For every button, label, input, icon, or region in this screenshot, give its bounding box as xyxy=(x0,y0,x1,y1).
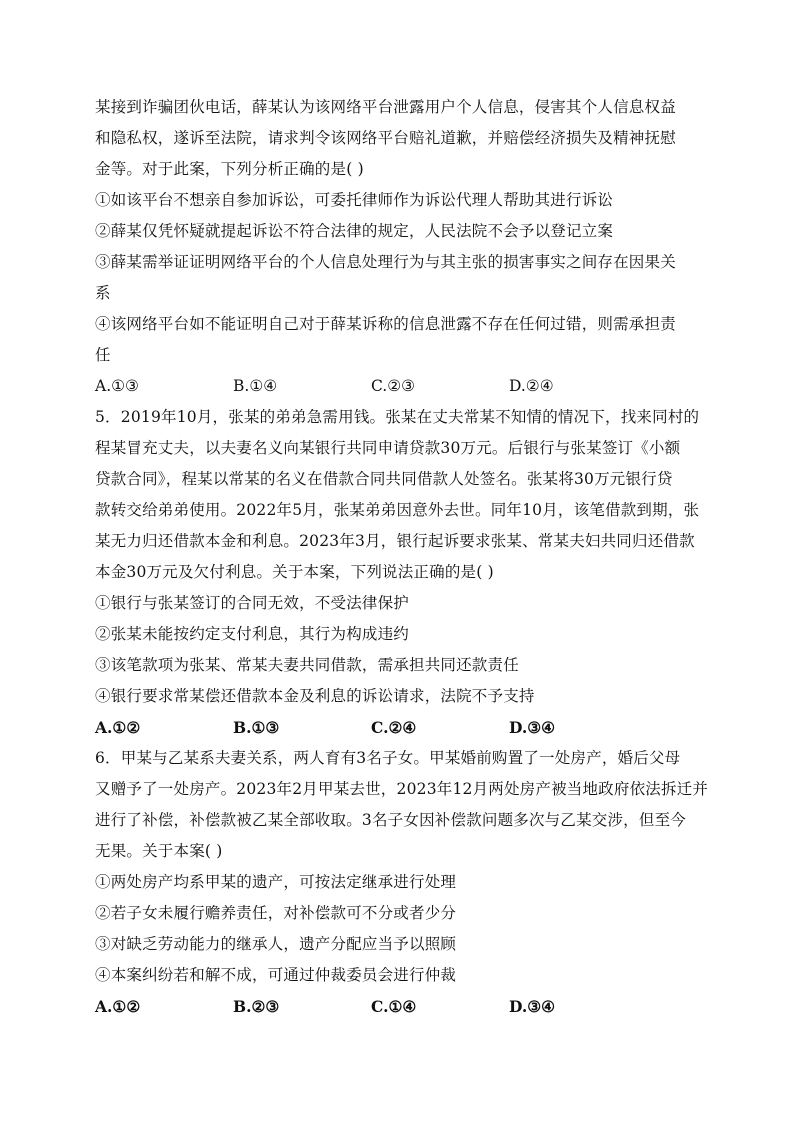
q6-text-line: 又赠予了一处房产。2023年2月甲某去世，2023年12月两处房产被当地政府依法拆迁并 xyxy=(95,780,709,798)
q5-text-line: 5．2019年10月，张某的弟弟急需用钱。张某在丈夫常某不知情的情况下，找来同村的 xyxy=(95,408,700,426)
q4-statement-4: ④该网络平台如不能证明自己对于薛某诉称的信息泄露不存在任何过错，则需承担责 xyxy=(95,315,676,333)
q4-statement-2: ②薛某仅凭怀疑就提起诉讼不符合法律的规定，人民法院不会予以登记立案 xyxy=(95,222,614,240)
q4-option-a[interactable]: A.①③ xyxy=(95,377,139,395)
question-4-block xyxy=(95,92,700,402)
q5-option-b[interactable]: B.①③ xyxy=(233,718,280,737)
q5-option-a[interactable]: A.①② xyxy=(95,718,141,737)
q5-statement-4: ④银行要求常某偿还借款本金及利息的诉讼请求，法院不予支持 xyxy=(95,687,535,705)
q5-statement-1: ①银行与张某签订的合同无效，不受法律保护 xyxy=(95,594,410,612)
q6-option-a[interactable]: A.①② xyxy=(95,997,141,1016)
q4-statement-1: ①如该平台不想亲自参加诉讼，可委托律师作为诉讼代理人帮助其进行诉讼 xyxy=(95,191,614,209)
q6-text-line: 进行了补偿，补偿款被乙某全部收取。3名子女因补偿款问题多次与乙某交涉，但至今 xyxy=(95,811,686,829)
q6-statement-3: ③对缺乏劳动能力的继承人，遗产分配应当予以照顾 xyxy=(95,935,457,953)
q5-option-d[interactable]: D.③④ xyxy=(509,718,556,737)
q6-statement-1: ①两处房产均系甲某的遗产，可按法定继承进行处理 xyxy=(95,873,457,891)
q4-statement-3-cont: 系 xyxy=(95,284,111,302)
q5-text-line: 款转交给弟弟使用。2022年5月，张某弟弟因意外去世。同年10月，该笔借款到期，张 xyxy=(95,501,700,519)
q6-option-d[interactable]: D.③④ xyxy=(509,997,556,1016)
q5-text-line: 某无力归还借款本金和利息。2023年3月，银行起诉要求张某、常某夫妇共同归还借款 xyxy=(95,532,695,550)
q6-option-b[interactable]: B.②③ xyxy=(233,997,280,1016)
question-6-block xyxy=(95,743,709,1022)
q5-option-c[interactable]: C.②④ xyxy=(371,718,417,737)
q6-text-line: 6．甲某与乙某系夫妻关系，两人育有3名子女。甲某婚前购置了一处房产，婚后父母 xyxy=(95,749,681,767)
q4-text-line: 金等。对于此案，下列分析正确的是( ) xyxy=(95,160,364,178)
q5-text-line: 程某冒充丈夫，以夫妻名义向某银行共同申请贷款30万元。后银行与张某签订《小额 xyxy=(95,439,681,457)
q4-text-line: 和隐私权，遂诉至法院，请求判令该网络平台赔礼道歉，并赔偿经济损失及精神抚慰 xyxy=(95,129,676,147)
q6-statement-4: ④本案纠纷若和解不成，可通过仲裁委员会进行仲裁 xyxy=(95,966,457,984)
q4-statement-3: ③薛某需举证证明网络平台的个人信息处理行为与其主张的损害事实之间存在因果关 xyxy=(95,253,676,271)
q4-text-line: 某接到诈骗团伙电话，薛某认为该网络平台泄露用户个人信息，侵害其个人信息权益 xyxy=(95,98,676,116)
q4-statement-4-cont: 任 xyxy=(95,346,111,364)
q5-text-line: 贷款合同》，程某以常某的名义在借款合同共同借款人处签名。张某将30万元银行贷 xyxy=(95,470,673,488)
exam-page xyxy=(95,92,709,1022)
q6-text-line: 无果。关于本案( ) xyxy=(95,842,223,860)
q6-answer-options xyxy=(95,991,700,1022)
question-5-block xyxy=(95,402,700,743)
q4-answer-options xyxy=(95,371,700,402)
q4-option-b[interactable]: B.①④ xyxy=(233,377,278,395)
q4-option-c[interactable]: C.②③ xyxy=(371,377,416,395)
q5-text-line: 本金30万元及欠付利息。关于本案，下列说法正确的是( ) xyxy=(95,563,494,581)
q6-option-c[interactable]: C.①④ xyxy=(371,997,417,1016)
q4-option-d[interactable]: D.②④ xyxy=(509,377,554,395)
q6-statement-2: ②若子女未履行赡养责任，对补偿款可不分或者少分 xyxy=(95,904,457,922)
q5-statement-3: ③该笔款项为张某、常某夫妻共同借款，需承担共同还款责任 xyxy=(95,656,519,674)
q5-statement-2: ②张某未能按约定支付利息，其行为构成违约 xyxy=(95,625,410,643)
q5-answer-options xyxy=(95,712,700,743)
